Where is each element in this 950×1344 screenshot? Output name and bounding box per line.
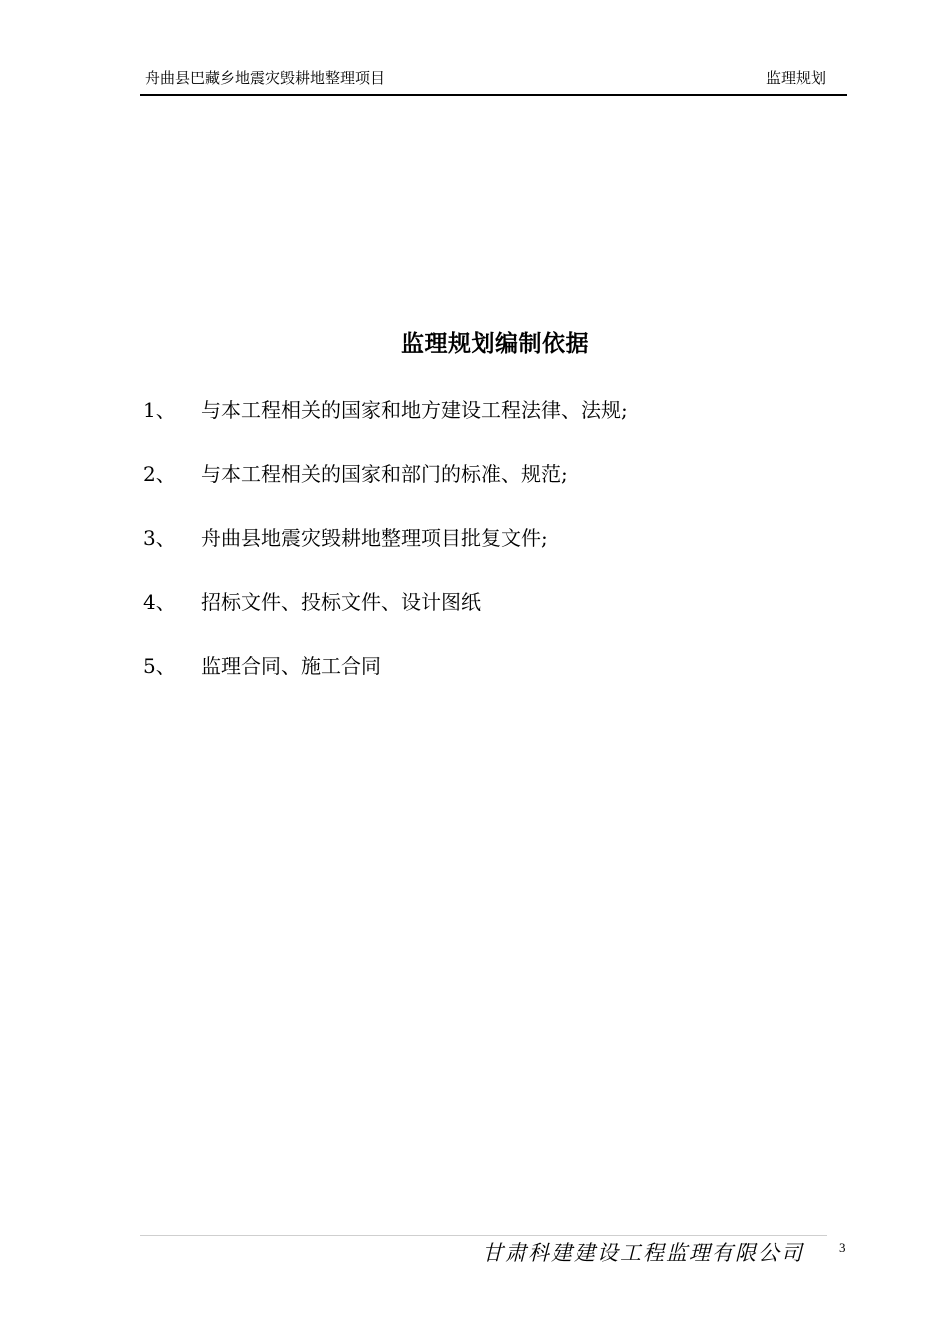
list-item-text: 舟曲县地震灾毁耕地整理项目批复文件;	[201, 526, 548, 550]
header-project-name: 舟曲县巴藏乡地震灾毁耕地整理项目	[145, 69, 386, 87]
page-title: 监理规划编制依据	[401, 330, 589, 357]
footer-company-name: 甘肃科建建设工程监理有限公司	[482, 1241, 804, 1265]
list-item-number: 1、	[143, 398, 176, 422]
list-item-number: 4、	[143, 590, 176, 614]
list-item-text: 招标文件、投标文件、设计图纸	[201, 590, 481, 614]
list-item-number: 2、	[143, 462, 176, 486]
list-item-text: 监理合同、施工合同	[201, 654, 381, 678]
list-item-number: 3、	[143, 526, 176, 550]
header-divider	[140, 94, 847, 96]
page-number: 3	[839, 1240, 846, 1255]
header-document-type: 监理规划	[765, 69, 826, 87]
footer-divider	[140, 1235, 827, 1236]
list-item-text: 与本工程相关的国家和部门的标准、规范;	[201, 462, 568, 486]
list-item-text: 与本工程相关的国家和地方建设工程法律、法规;	[201, 398, 628, 422]
list-item-number: 5、	[143, 654, 176, 678]
